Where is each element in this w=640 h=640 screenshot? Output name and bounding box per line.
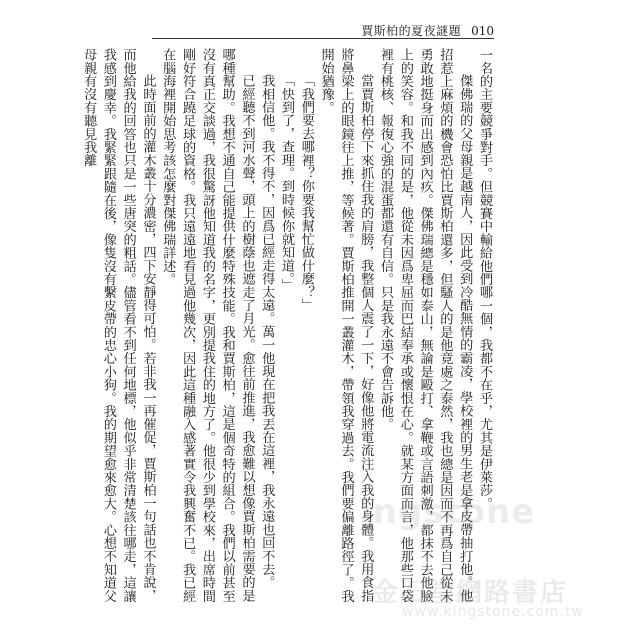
vertical-text-body: [81, 48, 494, 610]
running-title: 賈斯柏的夏夜謎題: [361, 24, 462, 38]
watermark-url: www.kingstone.com.tw: [402, 604, 584, 620]
paragraph-5: 「快到了，查理。到時候你就知道。」: [279, 74, 295, 293]
paragraph-6: 我相信他。我不得不，因爲已經走得太遠。萬一他現在把我丟在這裡，我永遠也回不去。: [259, 74, 275, 590]
paragraph-7: 已經聽不到河水聲，頭上的樹蔭也遮走了月光。愈往前推進，我愈難以想像賈斯柏需要的是哪種幫助。我想不通自己能提供什麼特殊技能。我和賈斯柏，這是個奇特的組合。我們以前甚至沒有真正交談過，我很驚訝他知道我的名字，更別提我住的地方了。他很少到學校來，出席時間剛好符合蹺足球的資格。我只遠遠地看見過他幾次，因此這種融入感著實令我興奮不已。我已經在腦海裡開始思考該怎麼對傑佛瑞詳述。: [160, 48, 255, 603]
header-rule: [152, 38, 494, 39]
watermark-logo: ingstone: [360, 492, 536, 532]
paragraph-2: 傑佛瑞的父母親是越南人，因此受到冷酷無情的霸凌，學校裡的男生老是拿皮帶抽打他。他招惹上麻煩的機會恐怕比賈斯柏還多，但騷人的是他竟處之泰然，我也總是因而不再爲自己從未勇敢地挺身而出感到內疚。傑佛瑞總是穩如泰山，無論是毆打、拿鞭或言語刺激，都抹不去他臉上的笑容。和我不同的是，他從未因爲卑屈而巴結奉承或懷恨在心。就某方面而言，他那些口袋裡有桃核、報復心強的混蛋都還有自信。只是我永遠不會告訴他。: [378, 48, 473, 603]
paragraph-4: 「我們要去哪裡？你要我幫忙做什麼？」: [298, 74, 314, 312]
watermark-brand: 金石堂網路書店: [372, 578, 569, 608]
paragraph-1: 一名的主要競爭對手。但競賽中輸給他們哪一個，我都不在乎，尤其是伊萊莎。: [477, 48, 492, 510]
running-header: [361, 22, 494, 39]
paragraph-8: 此時面前的灌木叢十分濃密，四下安靜得可怕。若非我一再催促，賈斯柏一句話也不肯說，而他給我的回答也只是一些唐突的粗話。儘管看不到任何地標，他似乎非常清楚該往哪走，這讓我感到慶幸。我緊緊跟隨在後，像隻沒有繫皮帶的忠心小狗。我的期望愈來愈大。心想不知道父母親有沒有聽見我離: [81, 48, 156, 603]
page-number: 010: [471, 23, 494, 38]
paragraph-3: 當賈斯柏停下來抓住我的肩膀，我整個人震了一下，好像他將電流注入我的身體。我用食指將鼻梁上的眼鏡往上推，等候著。賈斯柏推開一叢灌木，帶領我穿過去。我們要偏離路徑了。我開始猶豫。: [318, 48, 374, 603]
